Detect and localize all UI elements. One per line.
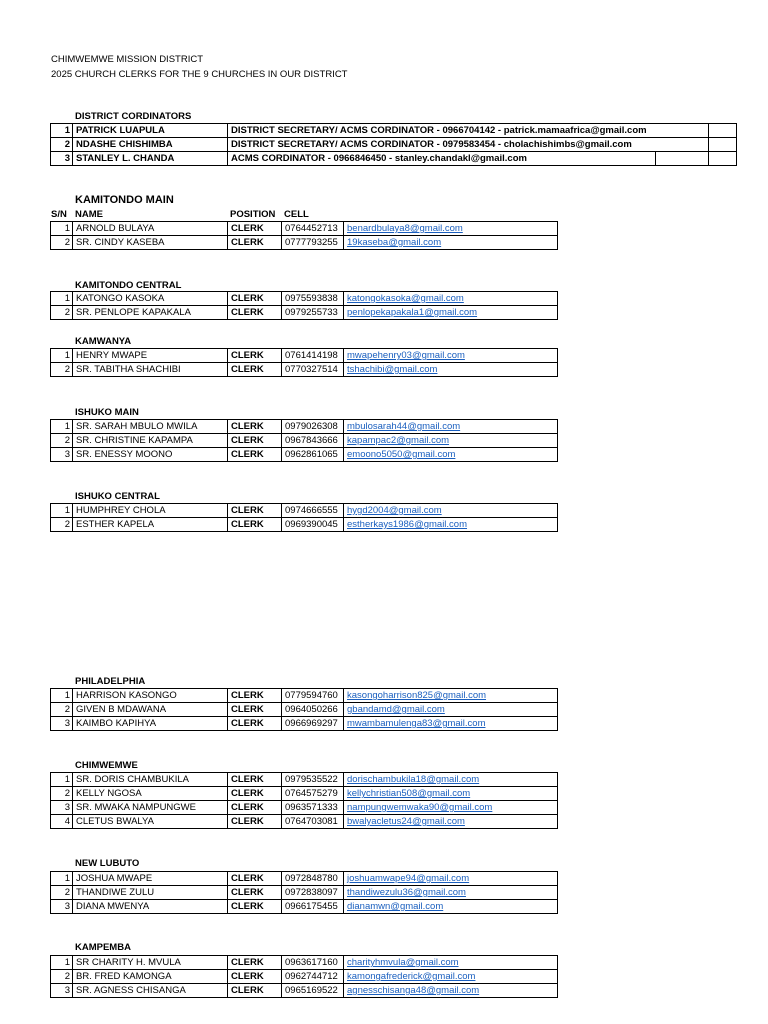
table-row [51,124,737,138]
church-table [50,503,558,532]
column-header-sn: S/N [51,209,67,220]
clerk-cell: 0972838097 [282,886,344,900]
clerk-name: HUMPHREY CHOLA [73,504,228,518]
clerk-name: SR. SARAH MBULO MWILA [73,420,228,434]
clerk-email[interactable]: gbandamd@gmail.com [344,703,558,717]
row-sn: 2 [51,703,73,717]
clerk-position: CLERK [228,773,282,787]
clerk-name: SR. MWAKA NAMPUNGWE [73,801,228,815]
church-heading: CHIMWEMWE [75,760,138,771]
church-heading: PHILADELPHIA [75,676,146,687]
clerk-email[interactable]: kasongoharrison825@gmail.com [344,689,558,703]
table-row [51,703,558,717]
row-sn: 1 [51,349,73,363]
table-row [51,801,558,815]
district-coordinators-table [50,123,737,166]
clerk-position: CLERK [228,420,282,434]
clerk-name: JOSHUA MWAPE [73,872,228,886]
clerk-name: KELLY NGOSA [73,787,228,801]
clerk-email[interactable]: bwalyacletus24@gmail.com [344,815,558,829]
row-sn: 1 [51,420,73,434]
clerk-name: SR. CHRISTINE KAPAMPA [73,434,228,448]
row-sn: 1 [51,124,73,138]
clerk-cell: 0979535522 [282,773,344,787]
church-heading: ISHUKO CENTRAL [75,491,160,502]
table-row [51,984,558,998]
row-sn: 2 [51,236,73,250]
clerk-name: BR. FRED KAMONGA [73,970,228,984]
row-sn: 2 [51,886,73,900]
clerk-email[interactable]: joshuamwape94@gmail.com [344,872,558,886]
table-row [51,504,558,518]
clerk-position: CLERK [228,222,282,236]
clerk-email[interactable]: katongokasoka@gmail.com [344,292,558,306]
clerk-email[interactable]: 19kaseba@gmail.com [344,236,558,250]
church-table [50,871,558,914]
row-sn: 2 [51,363,73,377]
coordinator-info: ACMS CORDINATOR - 0966846450 - stanley.chandakl@gmail.com [228,152,656,166]
table-row [51,434,558,448]
clerk-cell: 0979026308 [282,420,344,434]
row-sn: 3 [51,801,73,815]
clerk-position: CLERK [228,306,282,320]
clerk-name: THANDIWE ZULU [73,886,228,900]
row-sn: 2 [51,434,73,448]
table-row [51,152,737,166]
row-sn: 3 [51,717,73,731]
table-row [51,236,558,250]
clerk-cell: 0962744712 [282,970,344,984]
clerk-name: GIVEN B MDAWANA [73,703,228,717]
clerk-position: CLERK [228,236,282,250]
column-header-name: NAME [75,209,103,220]
clerk-position: CLERK [228,518,282,532]
clerk-position: CLERK [228,504,282,518]
clerk-cell: 0777793255 [282,236,344,250]
clerk-position: CLERK [228,801,282,815]
clerk-name: SR. CINDY KASEBA [73,236,228,250]
clerk-cell: 0975593838 [282,292,344,306]
table-row [51,872,558,886]
clerk-position: CLERK [228,815,282,829]
coordinator-name: STANLEY L. CHANDA [73,152,228,166]
row-sn: 3 [51,984,73,998]
table-row [51,689,558,703]
church-heading: KAMWANYA [75,336,132,347]
coordinator-info: DISTRICT SECRETARY/ ACMS CORDINATOR - 0966704142 - patrick.mamaafrica@gmail.com [228,124,709,138]
clerk-position: CLERK [228,886,282,900]
clerk-cell: 0962861065 [282,448,344,462]
church-heading: NEW LUBUTO [75,858,140,869]
clerk-email[interactable]: kapampac2@gmail.com [344,434,558,448]
row-sn: 2 [51,970,73,984]
clerk-email[interactable]: mwambamulenga83@gmail.com [344,717,558,731]
church-heading: KAMITONDO CENTRAL [75,280,182,291]
table-row [51,717,558,731]
empty-cell [709,152,737,166]
clerk-cell: 0969390045 [282,518,344,532]
clerk-name: CLETUS BWALYA [73,815,228,829]
clerk-cell: 0964050266 [282,703,344,717]
table-row [51,138,737,152]
clerk-email[interactable]: dorischambukila18@gmail.com [344,773,558,787]
row-sn: 2 [51,787,73,801]
table-row [51,222,558,236]
clerk-name: SR. PENLOPE KAPAKALA [73,306,228,320]
clerk-position: CLERK [228,872,282,886]
table-row [51,773,558,787]
clerk-name: SR. ENESSY MOONO [73,448,228,462]
clerk-email[interactable]: estherkays1986@gmail.com [344,518,558,532]
row-sn: 1 [51,872,73,886]
row-sn: 2 [51,306,73,320]
church-table [50,291,558,320]
coordinator-info: DISTRICT SECRETARY/ ACMS CORDINATOR - 0979583454 - cholachishimbs@gmail.com [228,138,709,152]
clerk-position: CLERK [228,787,282,801]
clerk-cell: 0761414198 [282,349,344,363]
coordinator-name: NDASHE CHISHIMBA [73,138,228,152]
clerk-email[interactable]: kellychristian508@gmail.com [344,787,558,801]
clerk-position: CLERK [228,900,282,914]
clerk-cell: 0967843666 [282,434,344,448]
clerk-position: CLERK [228,984,282,998]
clerk-position: CLERK [228,956,282,970]
table-row [51,815,558,829]
church-table [50,348,558,377]
row-sn: 3 [51,448,73,462]
row-sn: 1 [51,689,73,703]
clerk-name: KAIMBO KAPIHYA [73,717,228,731]
clerk-cell: 0764452713 [282,222,344,236]
clerk-cell: 0966969297 [282,717,344,731]
clerk-cell: 0965169522 [282,984,344,998]
clerk-name: SR CHARITY H. MVULA [73,956,228,970]
clerk-cell: 0770327514 [282,363,344,377]
clerk-email[interactable]: nampungwemwaka90@gmail.com [344,801,558,815]
clerk-name: HARRISON KASONGO [73,689,228,703]
clerk-position: CLERK [228,689,282,703]
clerk-position: CLERK [228,970,282,984]
clerk-email[interactable]: hygd2004@gmail.com [344,504,558,518]
church-heading: ISHUKO MAIN [75,407,139,418]
clerk-cell: 0974666555 [282,504,344,518]
clerk-email[interactable]: mwapehenry03@gmail.com [344,349,558,363]
row-sn: 1 [51,504,73,518]
clerk-position: CLERK [228,292,282,306]
coordinator-name: PATRICK LUAPULA [73,124,228,138]
table-row [51,349,558,363]
empty-cell [709,138,737,152]
clerk-email[interactable]: penlopekapakala1@gmail.com [344,306,558,320]
row-sn: 4 [51,815,73,829]
district-title: CHIMWEMWE MISSION DISTRICT [51,54,203,65]
clerk-name: ARNOLD BULAYA [73,222,228,236]
table-row [51,420,558,434]
church-heading: KAMITONDO MAIN [75,194,174,206]
row-sn: 3 [51,152,73,166]
church-table [50,221,558,250]
document-subtitle: 2025 CHURCH CLERKS FOR THE 9 CHURCHES IN OUR DISTRICT [51,69,348,80]
empty-cell [709,124,737,138]
clerk-cell: 0966175455 [282,900,344,914]
clerk-name: KATONGO KASOKA [73,292,228,306]
clerk-email[interactable]: thandiwezulu36@gmail.com [344,886,558,900]
table-row [51,900,558,914]
clerk-email[interactable]: agnesschisanga48@gmail.com [344,984,558,998]
clerk-cell: 0779594760 [282,689,344,703]
clerk-email[interactable]: dianamwn@gmail.com [344,900,558,914]
clerk-position: CLERK [228,363,282,377]
clerk-cell: 0979255733 [282,306,344,320]
clerk-email[interactable]: mbulosarah44@gmail.com [344,420,558,434]
table-row [51,306,558,320]
clerk-name: SR. DORIS CHAMBUKILA [73,773,228,787]
table-row [51,787,558,801]
clerk-cell: 0972848780 [282,872,344,886]
clerk-email[interactable]: charityhmvula@gmail.com [344,956,558,970]
clerk-email[interactable]: kamongafrederick@gmail.com [344,970,558,984]
clerk-name: SR. AGNESS CHISANGA [73,984,228,998]
church-table [50,955,558,998]
district-coordinators-heading: DISTRICT CORDINATORS [75,111,192,122]
row-sn: 2 [51,138,73,152]
row-sn: 1 [51,292,73,306]
clerk-cell: 0764575279 [282,787,344,801]
table-row [51,886,558,900]
church-table [50,688,558,731]
clerk-email[interactable]: emoono5050@gmail.com [344,448,558,462]
row-sn: 3 [51,900,73,914]
clerk-position: CLERK [228,717,282,731]
clerk-cell: 0963571333 [282,801,344,815]
church-heading: KAMPEMBA [75,942,131,953]
clerk-email[interactable]: tshachibi@gmail.com [344,363,558,377]
church-table [50,419,558,462]
table-row [51,956,558,970]
table-row [51,292,558,306]
clerk-name: ESTHER KAPELA [73,518,228,532]
row-sn: 1 [51,956,73,970]
clerk-position: CLERK [228,448,282,462]
column-header-cell: CELL [284,209,309,220]
church-table [50,772,558,829]
empty-cell [656,152,709,166]
clerk-position: CLERK [228,349,282,363]
clerk-position: CLERK [228,703,282,717]
table-row [51,363,558,377]
clerk-name: DIANA MWENYA [73,900,228,914]
clerk-email[interactable]: benardbulaya8@gmail.com [344,222,558,236]
row-sn: 1 [51,222,73,236]
clerk-name: HENRY MWAPE [73,349,228,363]
table-row [51,448,558,462]
table-row [51,518,558,532]
table-row [51,970,558,984]
row-sn: 1 [51,773,73,787]
clerk-cell: 0764703081 [282,815,344,829]
clerk-position: CLERK [228,434,282,448]
clerk-cell: 0963617160 [282,956,344,970]
row-sn: 2 [51,518,73,532]
column-header-position: POSITION [230,209,276,220]
clerk-name: SR. TABITHA SHACHIBI [73,363,228,377]
